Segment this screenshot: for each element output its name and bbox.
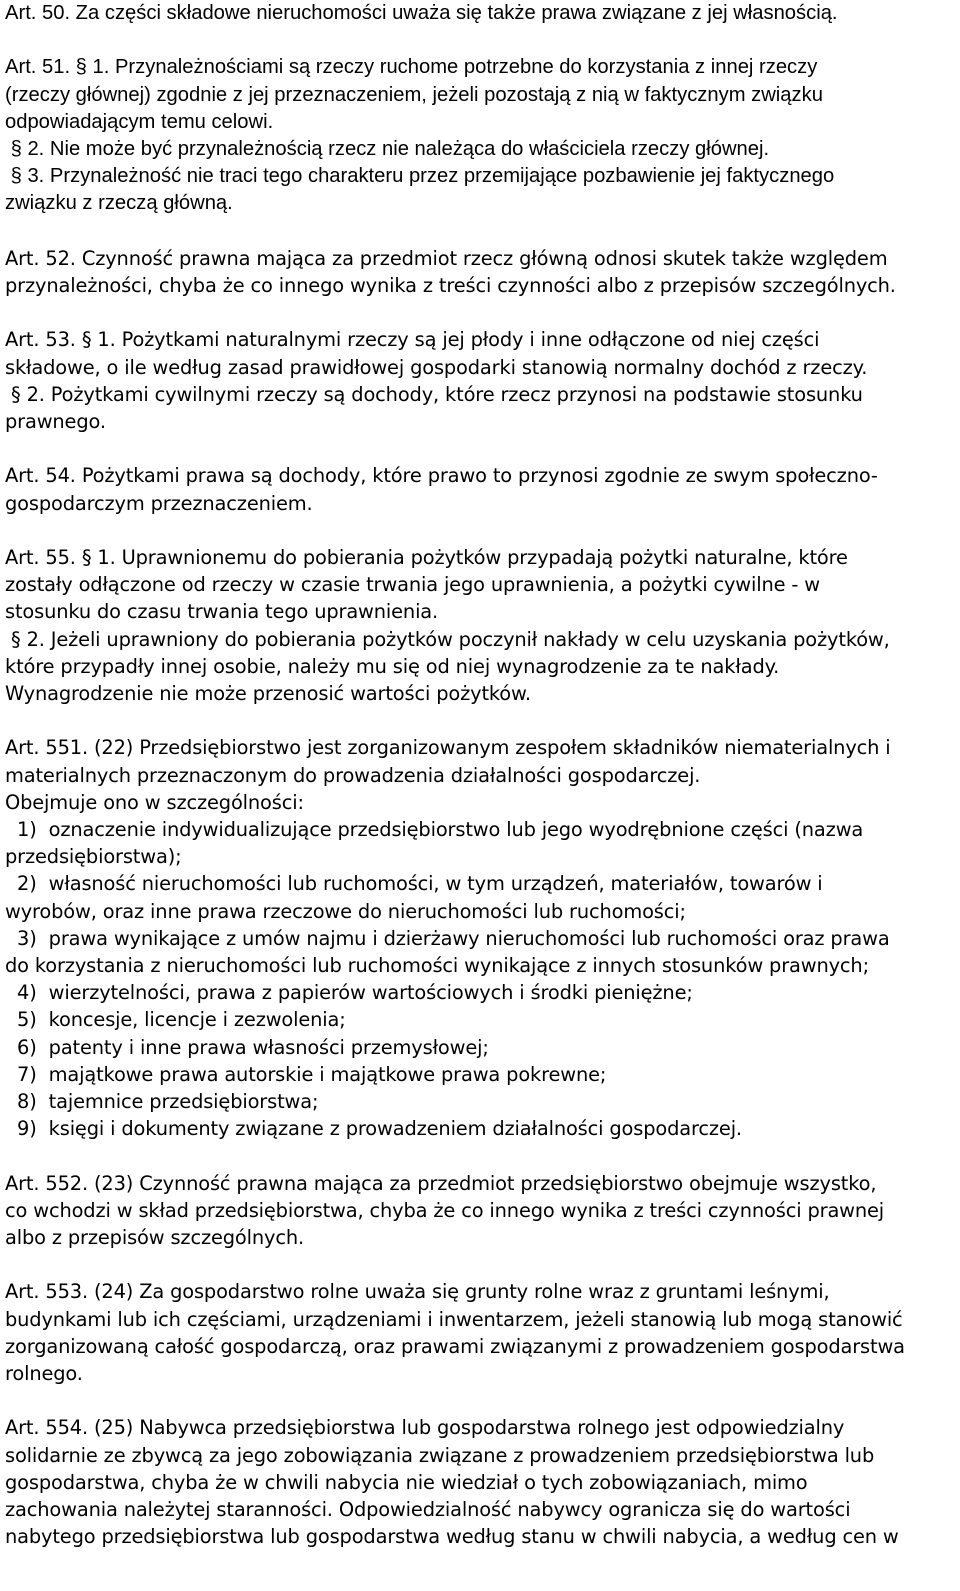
list-item: 8) tajemnice przedsiębiorstwa; — [5, 1090, 319, 1114]
art-55 — [5, 544, 955, 707]
text-line: prawnego. — [5, 410, 106, 433]
text-line: przynależności, chyba że co innego wynika z treści czynności albo z przepisów szczególnych. — [5, 274, 896, 297]
text-line: rolnego. — [5, 1362, 83, 1386]
text-line: Art. 554. (25) Nabywca przedsiębiorstwa lub gospodarstwa rolnego jest odpowiedzialny — [5, 1416, 845, 1440]
art-552 — [5, 1170, 955, 1252]
list-item: 7) majątkowe prawa autorskie i majątkowe prawa pokrewne; — [5, 1062, 607, 1086]
text-line: Art. 553. (24) Za gospodarstwo rolne uważa się grunty rolne wraz z gruntami leśnymi, — [5, 1280, 830, 1304]
text-line: gospodarstwa, chyba że w chwili nabycia nie wiedział o tych zobowiązaniach, mimo — [5, 1470, 808, 1494]
list-item: 3) prawa wynikające z umów najmu i dzierżawy nieruchomości lub ruchomości oraz prawa — [5, 926, 890, 950]
text-line: zachowania należytej staranności. Odpowiedzialność nabywcy ogranicza się do wartości — [5, 1498, 851, 1522]
text-line: § 2. Nie może być przynależnością rzecz nie należąca do właściciela rzeczy głównej. — [5, 138, 770, 160]
list-item: 9) księgi i dokumenty związane z prowadzeniem działalności gospodarczej. — [5, 1117, 742, 1141]
text-line: Art. 54. Pożytkami prawa są dochody, które prawo to przynosi zgodnie ze swym społeczno- — [5, 464, 878, 488]
text-line: budynkami lub ich częściami, urządzeniami i inwentarzem, jeżeli stanowią lub mogą stanowić — [5, 1307, 903, 1331]
paragraph-gap — [5, 1142, 955, 1169]
art-551 — [5, 734, 955, 1142]
paragraph-gap — [5, 707, 955, 734]
text-line: materialnych przeznaczonym do prowadzenia działalności gospodarczej. — [5, 763, 701, 787]
document-body — [5, 0, 955, 1550]
text-line: albo z przepisów szczególnych. — [5, 1226, 305, 1250]
text-line: które przypadły innej osobie, należy mu się od niej wynagrodzenie za te nakłady. — [5, 654, 780, 678]
list-item: 6) patenty i inne prawa własności przemysłowej; — [5, 1035, 489, 1059]
text-line: wyrobów, oraz inne prawa rzeczowe do nieruchomości lub ruchomości; — [5, 899, 686, 923]
text-line: stosunku do czasu trwania tego uprawnienia. — [5, 600, 439, 624]
art-50: Art. 50. Za części składowe nieruchomości uważa się także prawa związane z jej własnością. — [5, 2, 838, 24]
text-line: związku z rzeczą główną. — [5, 192, 233, 215]
text-line: odpowiadającym temu celowi. — [5, 110, 274, 133]
text-line: gospodarczym przeznaczeniem. — [5, 491, 313, 515]
text-line: zostały odłączone od rzeczy w czasie trwania jego uprawnienia, a pożytki cywilne - w — [5, 573, 820, 597]
text-line: Art. 52. Czynność prawna mająca za przedmiot rzecz główną odnosi skutek także względem — [5, 246, 888, 270]
text-line: solidarnie ze zbywcą za jego zobowiązania związane z prowadzeniem przedsiębiorstwa lub — [5, 1443, 875, 1467]
paragraph-gap — [5, 299, 955, 326]
text-line: § 3. Przynależność nie traci tego charakteru przez przemijające pozbawienie jej faktycznego — [5, 165, 835, 188]
text-line: (rzeczy głównej) zgodnie z jej przeznaczeniem, jeżeli pozostają z nią w faktycznym związku — [5, 83, 823, 106]
text-line: Art. 55. § 1. Uprawnionemu do pobierania pożytków przypadają pożytki naturalne, które — [5, 545, 848, 569]
art-54 — [5, 462, 955, 516]
paragraph-gap — [5, 517, 955, 544]
text-line: zorganizowaną całość gospodarczą, oraz prawami związanymi z prowadzeniem gospodarstwa — [5, 1334, 905, 1358]
text-line: Art. 51. § 1. Przynależnościami są rzeczy ruchome potrzebne do korzystania z innej rzeczy — [5, 56, 818, 79]
paragraph-gap — [5, 27, 955, 54]
list-item: 1) oznaczenie indywidualizujące przedsiębiorstwo lub jego wyodrębnione części (nazwa — [5, 818, 864, 841]
paragraph-gap — [5, 1251, 955, 1278]
text-line: składowe, o ile według zasad prawidłowej gospodarki stanowią normalny dochód z rzeczy. — [5, 355, 868, 379]
list-item: 2) własność nieruchomości lub ruchomości, w tym urządzeń, materiałów, towarów i — [5, 872, 823, 896]
paragraph-gap — [5, 435, 955, 462]
art-553 — [5, 1278, 955, 1387]
text-line: § 2. Pożytkami cywilnymi rzeczy są dochody, które rzecz przynosi na podstawie stosunku — [5, 382, 863, 406]
art-554 — [5, 1414, 955, 1550]
text-line: do korzystania z nieruchomości lub ruchomości wynikające z innych stosunków prawnych; — [5, 954, 869, 978]
paragraph-gap — [5, 218, 955, 245]
text-line: Art. 552. (23) Czynność prawna mająca za przedmiot przedsiębiorstwo obejmuje wszystko, — [5, 1171, 877, 1195]
text-line: Obejmuje ono w szczególności: — [5, 790, 304, 814]
list-item: 4) wierzytelności, prawa z papierów wartościowych i środki pieniężne; — [5, 981, 693, 1005]
paragraph-gap — [5, 1387, 955, 1414]
text-line: co wchodzi w skład przedsiębiorstwa, chyba że co innego wynika z treści czynności prawnej — [5, 1198, 885, 1222]
text-line: Art. 551. (22) Przedsiębiorstwo jest zorganizowanym zespołem składników niematerialnych i — [5, 736, 891, 760]
text-line: przedsiębiorstwa); — [5, 845, 182, 869]
art-52 — [5, 245, 955, 299]
list-item: 5) koncesje, licencje i zezwolenia; — [5, 1008, 346, 1032]
art-51 — [5, 54, 955, 217]
section-art-50-51 — [5, 0, 955, 218]
art-53 — [5, 326, 955, 435]
text-line: Art. 53. § 1. Pożytkami naturalnymi rzeczy są jej płody i inne odłączone od niej części — [5, 328, 820, 352]
text-line: nabytego przedsiębiorstwa lub gospodarstwa według stanu w chwili nabycia, a według cen w — [5, 1525, 899, 1549]
text-line: § 2. Jeżeli uprawniony do pobierania pożytków poczynił nakłady w celu uzyskania pożytków, — [5, 627, 890, 651]
text-line: Wynagrodzenie nie może przenosić wartości pożytków. — [5, 682, 531, 705]
